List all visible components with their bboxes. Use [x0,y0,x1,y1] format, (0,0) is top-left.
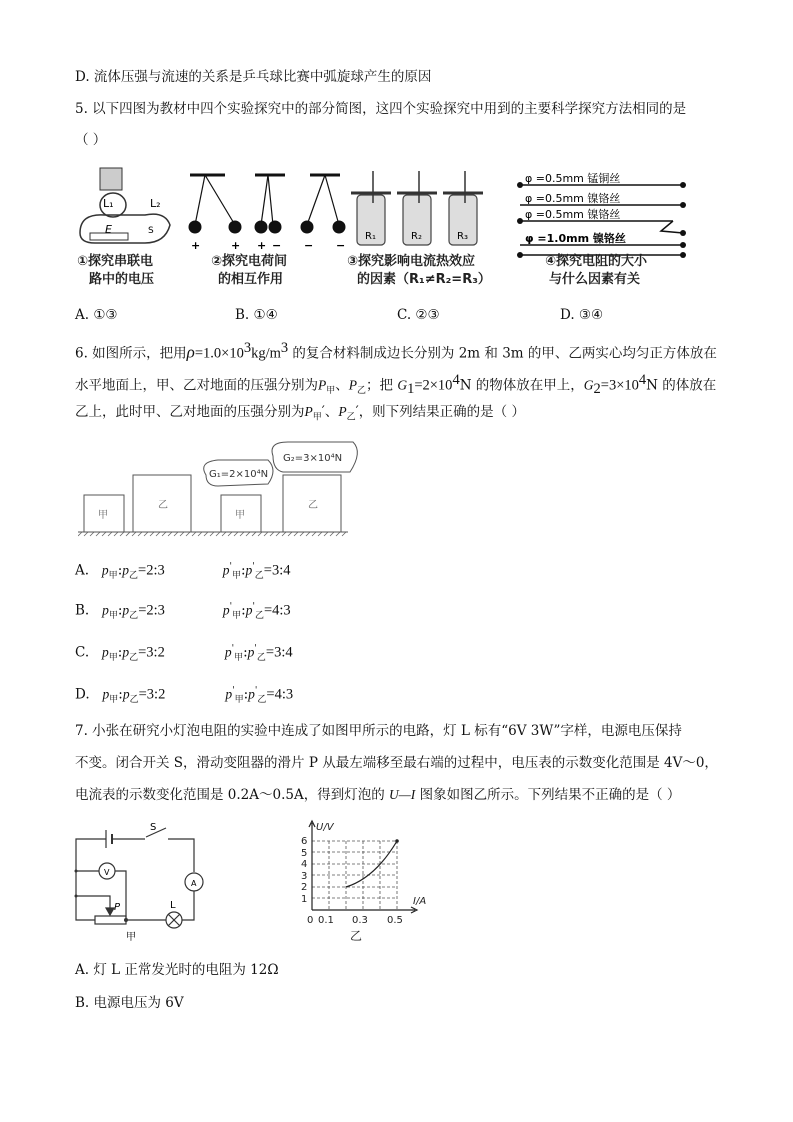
q7-stem-line1: 7. 小张在研究小灯泡电阻的实验中连成了如图甲所示的电路，灯 L 标有“6V 3W”字样，电源电压保持 [75,723,682,739]
fig1-caption-1: ①探究串联电 [77,254,154,269]
voltmeter-label: V [104,868,110,877]
label-s: S [148,226,154,236]
q6-stem-line1: 6. 如图所示，把用$\rho=1.0\times 10^3kg/m^3$ 的复合材料制成边长分别为 2m 和 3m 的甲、乙两实心均匀正方体放在 [75,340,717,362]
q6-option-a[interactable]: A. $p_甲:p_乙=2:3$ $p'_甲:p'_乙=3:4$ [75,562,291,582]
charge-4: − [272,239,282,252]
label-r3: R₃ [457,231,468,242]
x-tick-0-3: 0.3 [352,915,368,926]
charge-6: − [336,239,346,252]
charge-5: − [304,239,314,252]
x-tick-0-1: 0.1 [318,915,334,926]
q6-figure-cubes [78,440,368,540]
charge-2: + [231,239,241,252]
label-l2: L₂ [150,197,161,210]
wire-label-2: φ =0.5mm 镍铬丝 [525,192,621,205]
y-tick-4: 4 [301,859,308,870]
fig3-caption-1: ③探究影响电流热效应 [347,254,476,269]
cube-yi-label-2: 乙 [308,500,318,511]
fig2-caption-2: 的相互作用 [218,272,284,287]
q5-stem: 5. 以下四图为教材中四个实验探究中的部分简图，这四个实验探究中用到的主要科学探究方法相同的是 [75,101,687,117]
circuit-caption: 甲 [126,932,136,943]
y-tick-5: 5 [301,848,308,859]
fig-resistance-wires [517,171,686,287]
q6-option-d[interactable]: D. $p_甲:p_乙=3:2$ $p'_甲:p'_乙=4:3$ [75,686,294,706]
g2-label: G₂=3×10⁴N [283,453,343,464]
q5-figures [75,163,695,293]
y-tick-3: 3 [301,871,308,882]
q6-stem-line3: 乙上，此时甲、乙对地面的压强分别为$P_甲'$、$P_乙'$，则下列结果正确的是（ ） [75,404,525,423]
q5-option-a[interactable]: A. ①③ [75,307,118,323]
y-tick-6: 6 [301,836,308,847]
q5-option-b[interactable]: B. ①④ [235,307,278,323]
q4-option-d: D. 流体压强与流速的关系是乒乓球比赛中弧旋球产生的原因 [75,69,432,85]
label-r1: R₁ [365,231,376,242]
label-e: E [105,223,112,236]
cube-yi-label: 乙 [158,500,168,511]
ammeter-label: A [191,879,197,888]
x-tick-0: 0 [307,915,314,926]
q7-option-a[interactable]: A. 灯 L 正常发光时的电阻为 12Ω [75,962,279,978]
fig-series-circuit [77,168,170,287]
fig-heat-effect [347,171,491,287]
label-l1: L₁ [103,197,114,210]
fig4-caption-2: 与什么因素有关 [549,272,641,287]
fig-charge-interaction [189,175,345,287]
q5-option-d[interactable]: D. ③④ [560,307,604,323]
y-tick-1: 1 [301,894,308,905]
x-tick-0-5: 0.5 [387,915,403,926]
q7-circuit-diagram [70,820,220,945]
q5-answer-paren: （ ） [75,132,107,148]
fig3-caption-2: 的因素（R₁≠R₂=R₃） [357,272,491,287]
charge-1: + [191,239,201,252]
q7-stem-line3: 电流表的示数变化范围是 0.2A～0.5A，得到灯泡的 U—I 图象如图乙所示。下列结果不正确的是（ ） [75,787,681,803]
fig2-caption-1: ②探究电荷间 [211,254,288,269]
q7-stem-line2: 不变。闭合开关 S，滑动变阻器的滑片 P 从最左端移至最右端的过程中，电压表的示数变化范围是 4V～0， [75,755,718,771]
charge-3: + [257,239,267,252]
y-tick-2: 2 [301,882,308,893]
q6-option-b[interactable]: B. $p_甲:p_乙=2:3$ $p'_甲:p'_乙=4:3$ [75,602,291,622]
lamp-label: L [170,900,176,911]
cube-jia-label-2: 甲 [235,510,245,521]
wire-label-1: φ =0.5mm 锰铜丝 [525,172,621,185]
x-axis-label: I/A [413,896,427,907]
label-r2: R₂ [411,231,422,242]
switch-label: S [150,822,157,833]
wire-label-4: φ =1.0mm 镍铬丝 [525,232,626,245]
y-axis-label: U/V [316,822,334,833]
cube-jia-label: 甲 [98,510,108,521]
q5-option-c[interactable]: C. ②③ [397,307,440,323]
fig4-caption-1: ④探究电阻的大小 [545,254,648,269]
q7-option-b[interactable]: B. 电源电压为 6V [75,995,184,1011]
wire-label-3: φ =0.5mm 镍铬丝 [525,208,621,221]
q6-option-c[interactable]: C. $p_甲:p_乙=3:2$ $p'_甲:p'_乙=3:4$ [75,644,293,664]
fig1-caption-2: 路中的电压 [89,272,155,287]
slider-label: P [114,902,121,913]
graph-caption: 乙 [350,929,363,943]
q7-ui-graph [295,818,430,948]
g1-label: G₁=2×10⁴N [209,469,269,480]
q6-stem-line2: 水平地面上，甲、乙对地面的压强分别为$P_甲$、$P_乙$；把 $G_1=2\times 10^4N$ 的物体放在甲上，$G_2=3\times 10^4N$ 的体放在 [75,372,717,398]
